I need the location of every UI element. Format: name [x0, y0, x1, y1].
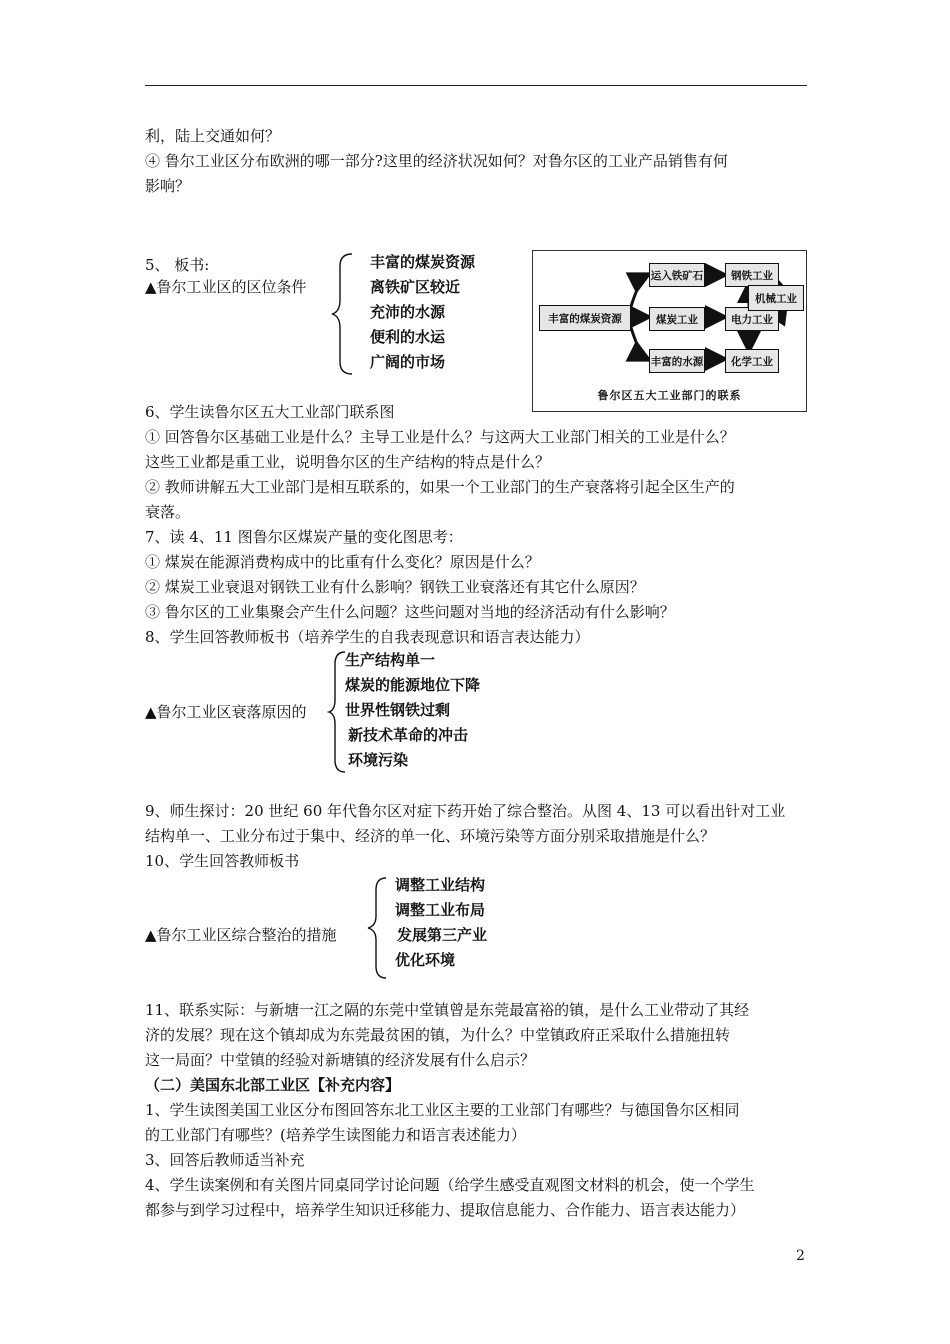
subsection-heading: （二）美国东北部工业区【补充内容】 [145, 1076, 401, 1094]
diagram-node-power: 电力工业 [725, 307, 779, 331]
decline-reason: 世界性钢铁过剩 [345, 701, 451, 719]
text-line: 11、联系实际：与新塘一江之隔的东莞中堂镇曾是东莞最富裕的镇，是什么工业带动了其经 [145, 1001, 750, 1019]
text-line: 的工业部门有哪些？(培养学生读图能力和语言表述能力） [145, 1126, 526, 1144]
text-line: 10、学生回答教师板书 [145, 852, 300, 870]
diagram-node-steel: 钢铁工业 [725, 263, 779, 287]
text-line: ① 回答鲁尔区基础工业是什么？主导工业是什么？与这两大工业部门相关的工业是什么？ [145, 428, 735, 446]
text-line: 7、读 4、11 图鲁尔区煤炭产量的变化图思考： [145, 528, 463, 546]
location-factor: 充沛的水源 [370, 303, 446, 321]
decline-reason: 煤炭的能源地位下降 [345, 676, 481, 694]
text-line: 这些工业都是重工业，说明鲁尔区的生产结构的特点是什么？ [145, 453, 551, 471]
text-line: ③ 鲁尔区的工业集聚会产生什么问题？这些问题对当地的经济活动有什么影响？ [145, 603, 675, 621]
location-factor: 广阔的市场 [370, 353, 446, 371]
text-line: 1、学生读图美国工业区分布图回答东北工业区主要的工业部门有哪些？与德国鲁尔区相同 [145, 1101, 740, 1119]
left-brace-measures [364, 876, 388, 980]
text-line: ② 煤炭工业衰退对钢铁工业有什么影响？钢铁工业衰落还有其它什么原因？ [145, 578, 645, 596]
diagram-node-iron-ore: 运入铁矿石 [649, 263, 705, 287]
section-5-heading: 5、 板书: [145, 256, 210, 274]
diagram-node-coal-resources: 丰富的煤炭资源 [539, 305, 631, 331]
page-number: 2 [796, 1248, 805, 1264]
measure-item: 优化环境 [395, 951, 456, 969]
text-line: 8、学生回答教师板书（培养学生的自我表现意识和语言表达能力） [145, 628, 590, 646]
decline-reason: 生产结构单一 [345, 651, 436, 669]
text-line: 影响？ [145, 177, 191, 195]
decline-reason: 环境污染 [348, 751, 409, 769]
text-line: 9、师生探讨：20 世纪 60 年代鲁尔区对症下药开始了综合整治。从图 4、13 可以看出针对工业 [145, 802, 786, 820]
location-factor: 离铁矿区较近 [370, 278, 461, 296]
measure-item: 发展第三产业 [397, 926, 488, 944]
text-line: ④ 鲁尔工业区分布欧洲的哪一部分?这里的经济状况如何？对鲁尔区的工业产品销售有何 [145, 152, 728, 170]
left-brace-decline [327, 650, 347, 774]
text-line: ① 煤炭在能源消费构成中的比重有什么变化？原因是什么？ [145, 553, 540, 571]
measure-item: 调整工业结构 [395, 876, 486, 894]
text-line: 结构单一、工业分布过于集中、经济的单一化、环境污染等方面分别采取措施是什么？ [145, 827, 716, 845]
text-line: 都参与到学习过程中，培养学生知识迁移能力、提取信息能力、合作能力、语言表达能力） [145, 1201, 746, 1219]
left-brace-location [330, 252, 354, 376]
text-line: 济的发展？现在这个镇却成为东莞最贫困的镇，为什么？中堂镇政府正采取什么措施扭转 [145, 1026, 731, 1044]
header-rule [145, 85, 807, 86]
decline-reasons-label: ▲鲁尔工业区衰落原因的 [145, 703, 307, 721]
location-conditions-label: ▲鲁尔工业区的区位条件 [145, 278, 307, 296]
text-line: 3、回答后教师适当补充 [145, 1151, 305, 1169]
measure-item: 调整工业布局 [395, 901, 486, 919]
diagram-node-water: 丰富的水源 [649, 349, 705, 373]
diagram-node-coal-industry: 煤炭工业 [649, 307, 705, 331]
text-line: 这一局面？中堂镇的经验对新塘镇的经济发展有什么启示？ [145, 1051, 536, 1069]
text-line: 4、学生读案例和有关图片同桌同学讨论问题（给学生感受直观图文材料的机会，使一个学生 [145, 1176, 755, 1194]
text-line: ② 教师讲解五大工业部门是相互联系的，如果一个工业部门的生产衰落将引起全区生产的 [145, 478, 735, 496]
decline-reason: 新技术革命的冲击 [348, 726, 469, 744]
ruhr-industry-diagram [532, 250, 807, 412]
text-line: 利，陆上交通如何？ [145, 127, 281, 145]
diagram-node-machinery: 机械工业 [748, 285, 804, 311]
measures-label: ▲鲁尔工业区综合整治的措施 [145, 926, 337, 944]
text-line: 衰落。 [145, 503, 191, 521]
location-factor: 丰富的煤炭资源 [370, 253, 476, 271]
diagram-caption: 鲁尔区五大工业部门的联系 [597, 389, 742, 402]
text-line: 6、学生读鲁尔区五大工业部门联系图 [145, 403, 395, 421]
location-factor: 便利的水运 [370, 328, 446, 346]
diagram-node-chemical: 化学工业 [725, 349, 779, 373]
